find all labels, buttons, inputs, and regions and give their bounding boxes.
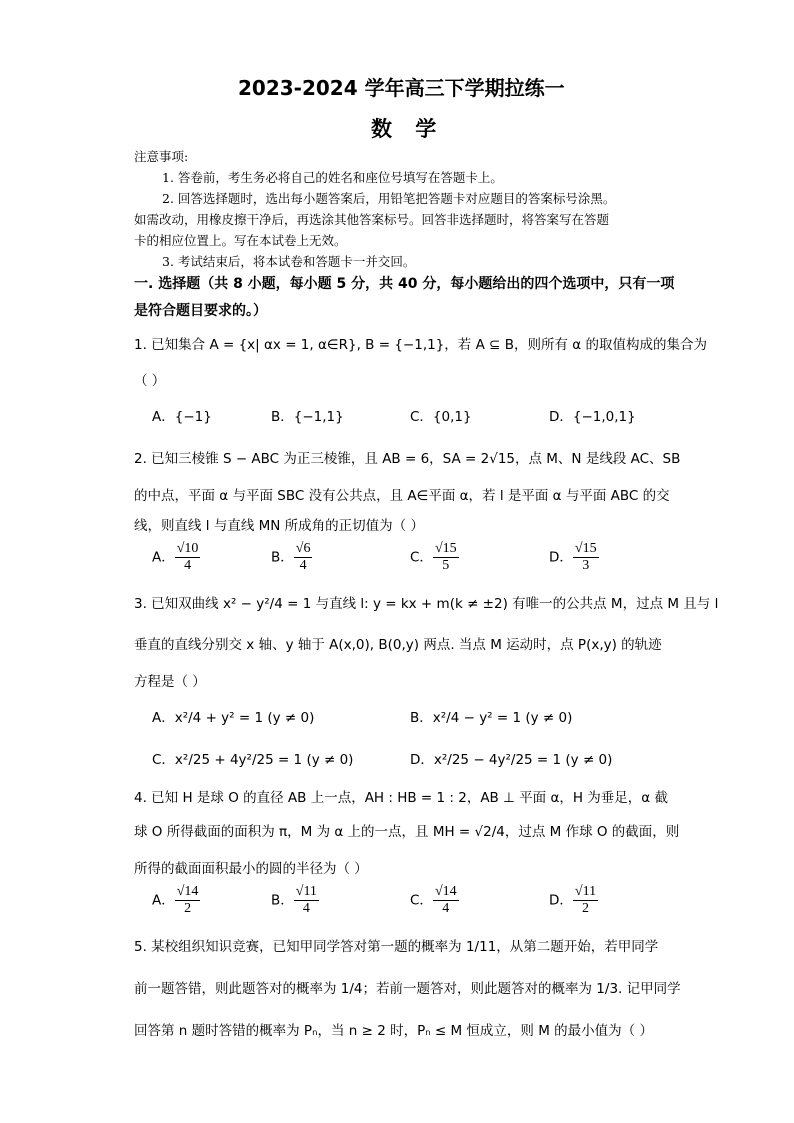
q4-option-b [271, 884, 319, 917]
q4-option-c-numerator: √14 [433, 884, 459, 901]
q4-option-a-label: A． [152, 892, 175, 909]
q1-option-b: B．{−1,1} [271, 409, 344, 425]
q2-option-b-fraction [294, 541, 313, 574]
q1-option-a: A．{−1} [152, 409, 212, 425]
q2-option-b [271, 541, 312, 574]
q4-option-c-denominator: 4 [442, 901, 450, 917]
q2-option-a-denominator: 4 [184, 558, 192, 574]
q4-option-d-numerator: √11 [573, 884, 598, 901]
q2-option-b-numerator: √6 [294, 541, 313, 558]
q4-option-c-fraction [433, 884, 459, 917]
q3-stem-line3: 方程是（ ） [134, 674, 206, 690]
q4-option-d-fraction [573, 884, 598, 917]
q2-option-b-label: B． [271, 549, 294, 566]
q2-stem-line1: 2. 已知三棱锥 S − ABC 为正三棱锥，且 AB = 6，SA = 2√15，点 M、N 是线段 AC、SB [134, 451, 681, 467]
q2-option-d [549, 541, 599, 574]
q4-stem-line3: 所得的截面面积最小的圆的半径为（ ） [134, 861, 368, 877]
notice-item-3: 3. 考试结束后，将本试卷和答题卡一并交回。 [162, 254, 416, 269]
q2-option-a-numerator: √10 [175, 541, 201, 558]
q1-option-d: D．{−1,0,1} [549, 409, 636, 425]
q2-option-c [410, 541, 459, 574]
q5-stem-line2: 前一题答错，则此题答对的概率为 1/4；若前一题答对，则此题答对的概率为 1/3. 记甲同学 [134, 981, 681, 997]
q3-option-a: A．x²/4 + y² = 1 (y ≠ 0) [152, 710, 315, 726]
q4-option-d [549, 884, 598, 917]
section-heading-line2: 是符合题目要求的。） [134, 303, 267, 319]
q2-option-d-denominator: 3 [582, 558, 590, 574]
q2-option-d-label: D． [549, 549, 573, 566]
q2-stem-line2: 的中点，平面 α 与平面 SBC 没有公共点，且 A∈平面 α，若 l 是平面 α 与平面 ABC 的交 [134, 488, 670, 504]
q1-option-c: C．{0,1} [410, 409, 472, 425]
q1-stem-line2: （ ） [134, 373, 166, 389]
q4-option-c [410, 884, 459, 917]
q2-option-c-fraction [433, 541, 459, 574]
q4-option-c-label: C． [410, 892, 433, 909]
notice-item-2b: 如需改动，用橡皮擦干净后，再选涂其他答案标号。回答非选择题时，将答案写在答题 [134, 212, 610, 227]
q2-option-c-denominator: 5 [442, 558, 450, 574]
q1-stem-line1: 1. 已知集合 A = {x| αx = 1, α∈R}, B = {−1,1}，若 A ⊆ B，则所有 α 的取值构成的集合为 [134, 337, 707, 353]
q5-stem-line3: 回答第 n 题时答错的概率为 Pₙ，当 n ≥ 2 时，Pₙ ≤ M 恒成立，则 M 的最小值为（ ） [134, 1023, 653, 1039]
q3-stem-line1: 3. 已知双曲线 x² − y²/4 = 1 与直线 l: y = kx + m(k ≠ ±2) 有唯一的公共点 M，过点 M 且与 l [134, 596, 719, 612]
q4-option-a-denominator: 2 [184, 901, 192, 917]
q4-option-a-numerator: √14 [175, 884, 201, 901]
q2-option-a-fraction [175, 541, 201, 574]
q2-option-d-fraction [573, 541, 599, 574]
q2-option-d-numerator: √15 [573, 541, 599, 558]
q4-stem-line1: 4. 已知 H 是球 O 的直径 AB 上一点，AH : HB = 1 : 2，AB ⊥ 平面 α，H 为垂足，α 截 [134, 790, 668, 806]
notice-item-2c: 卡的相应位置上。写在本试卷上无效。 [134, 233, 347, 248]
q2-option-c-numerator: √15 [433, 541, 459, 558]
q4-option-b-numerator: √11 [294, 884, 319, 901]
exam-subject: 数 学 [371, 117, 445, 141]
q3-option-b: B．x²/4 − y² = 1 (y ≠ 0) [410, 710, 573, 726]
exam-title: 2023-2024 学年高三下学期拉练一 [238, 76, 565, 100]
q3-option-d: D．x²/25 − 4y²/25 = 1 (y ≠ 0) [410, 752, 613, 768]
section-heading-line1: 一. 选择题（共 8 小题，每小题 5 分，共 40 分，每小题给出的四个选项中，只有一项 [134, 276, 675, 292]
q4-option-d-denominator: 2 [581, 901, 589, 917]
q4-option-b-denominator: 4 [302, 901, 310, 917]
notice-item-2a: 2. 回答选择题时，选出每小题答案后，用铅笔把答题卡对应题目的答案标号涂黑。 [162, 191, 616, 206]
q4-stem-line2: 球 O 所得截面的面积为 π，M 为 α 上的一点，且 MH = √2/4，过点 M 作球 O 的截面，则 [134, 824, 680, 840]
notice-item-1: 1. 答卷前，考生务必将自己的姓名和座位号填写在答题卡上。 [162, 170, 503, 185]
q4-option-d-label: D． [549, 892, 573, 909]
q2-option-a [152, 541, 200, 574]
q2-option-c-label: C． [410, 549, 433, 566]
q2-stem-line3: 线，则直线 l 与直线 MN 所成角的正切值为（ ） [134, 518, 424, 534]
q3-option-c: C．x²/25 + 4y²/25 = 1 (y ≠ 0) [152, 752, 354, 768]
q2-option-a-label: A． [152, 549, 175, 566]
q4-option-a-fraction [175, 884, 201, 917]
q4-option-a [152, 884, 200, 917]
q3-stem-line2: 垂直的直线分别交 x 轴、y 轴于 A(x,0), B(0,y) 两点. 当点 M 运动时，点 P(x,y) 的轨迹 [134, 637, 662, 653]
q2-option-b-denominator: 4 [299, 558, 307, 574]
q5-stem-line1: 5. 某校组织知识竞赛，已知甲同学答对第一题的概率为 1/11，从第二题开始，若甲同学 [134, 939, 659, 955]
q4-option-b-fraction [294, 884, 319, 917]
notice-heading: 注意事项: [134, 149, 189, 164]
q4-option-b-label: B． [271, 892, 294, 909]
